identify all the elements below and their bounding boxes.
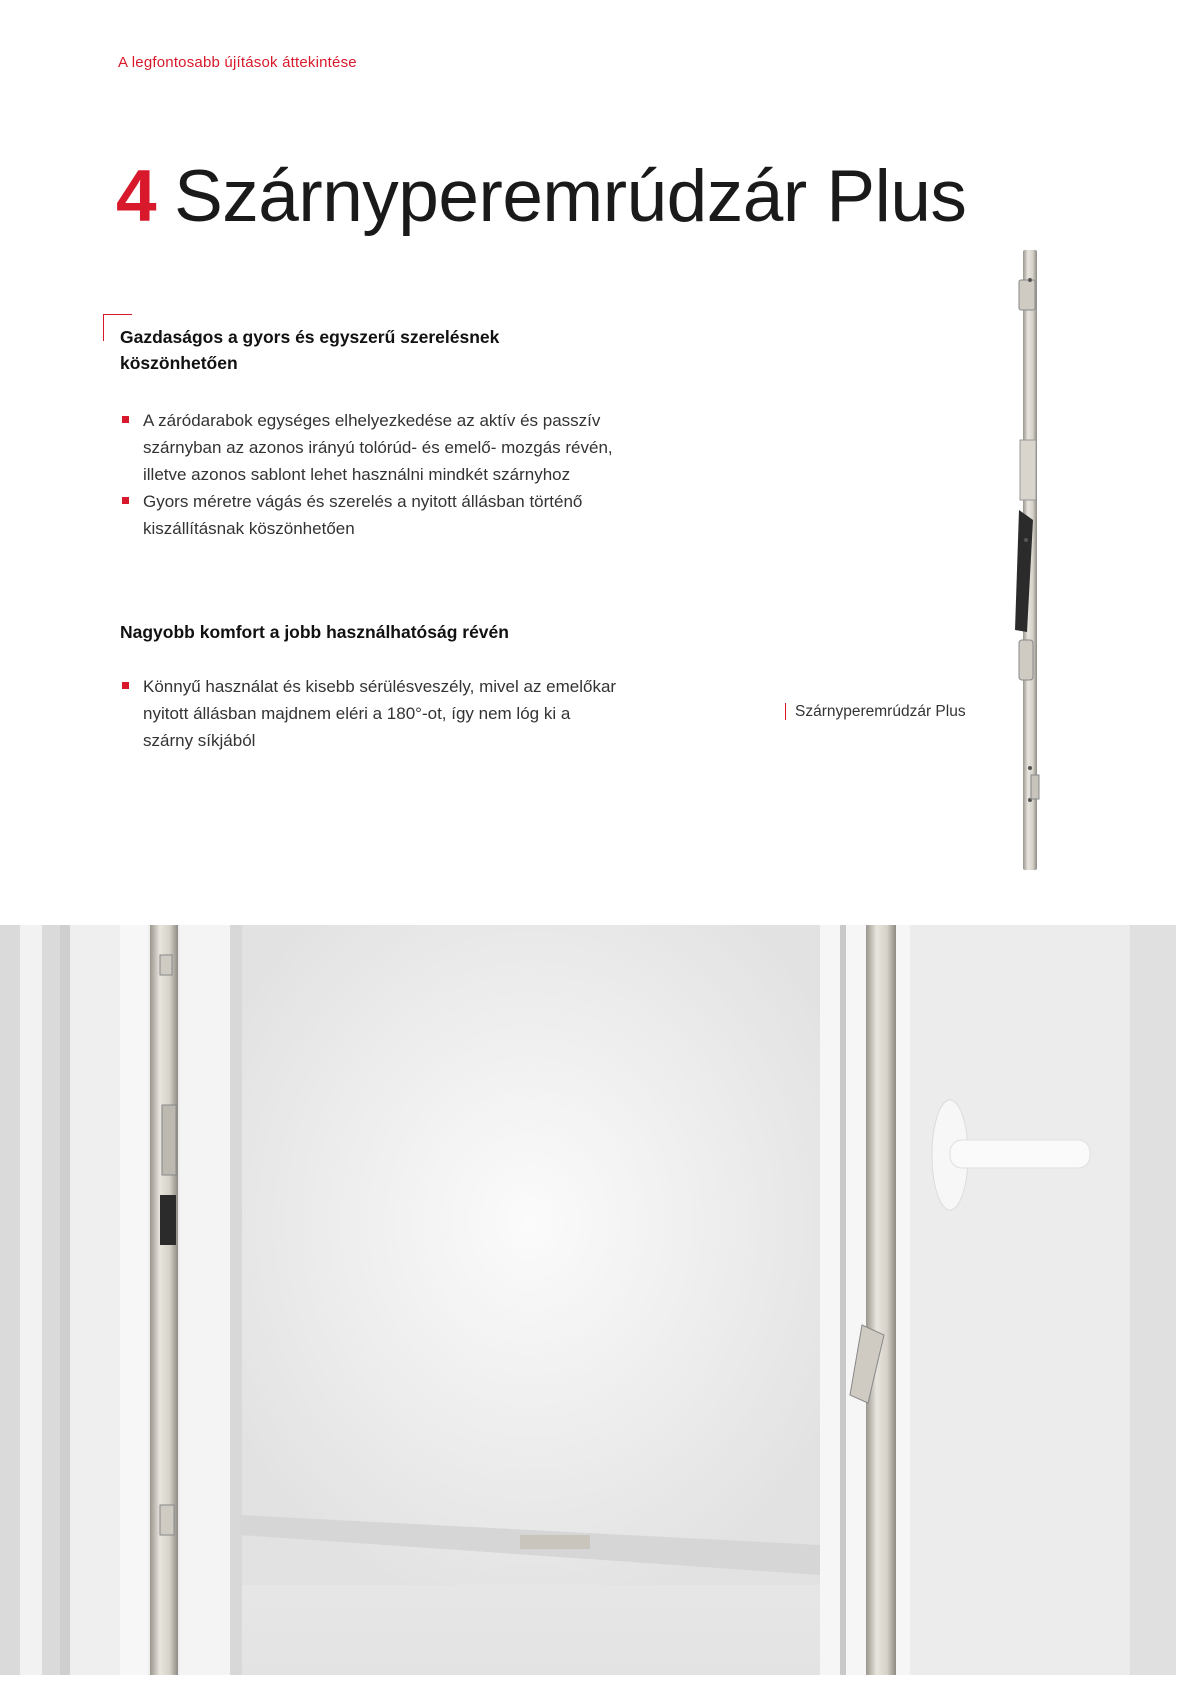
section-heading: Gazdaságos a gyors és egyszerű szerelésnek köszönhetően bbox=[120, 327, 500, 373]
section-economical bbox=[120, 324, 620, 542]
page-title bbox=[116, 156, 967, 237]
section-comfort bbox=[120, 619, 620, 754]
product-image-flush-bolt bbox=[1005, 250, 1065, 872]
image-caption: Szárnyperemrúdzár Plus bbox=[785, 703, 966, 720]
section-number: 4 bbox=[116, 156, 157, 237]
list-item bbox=[120, 488, 620, 542]
bullet-list bbox=[120, 407, 620, 542]
list-item-text: Gyors méretre vágás és szerelés a nyitott állásban történő kiszállításnak köszönhetően bbox=[143, 492, 583, 538]
bullet-list bbox=[120, 673, 620, 754]
section-heading: Nagyobb komfort a jobb használhatóság révén bbox=[120, 622, 509, 642]
page-title-text: Szárnyperemrúdzár Plus bbox=[174, 156, 967, 237]
window-photo bbox=[0, 925, 1176, 1675]
list-item-text: A záródarabok egységes elhelyezkedése az aktív és passzív szárnyban az azonos irányú tolórúd- és emelő- mozgás révén, illetve azonos sablont lehet használni mindkét szárnyhoz bbox=[143, 411, 613, 484]
list-item-text: Könnyű használat és kisebb sérülésveszély, mivel az emelőkar nyitott állásban majdnem eléri a 180°-ot, így nem lóg ki a szárny síkjából bbox=[143, 677, 617, 750]
list-item bbox=[120, 673, 620, 754]
bullet-square-icon bbox=[122, 416, 129, 423]
running-head: A legfontosabb újítások áttekintése bbox=[118, 54, 357, 71]
list-item bbox=[120, 407, 620, 488]
bullet-square-icon bbox=[122, 682, 129, 689]
bullet-square-icon bbox=[122, 497, 129, 504]
